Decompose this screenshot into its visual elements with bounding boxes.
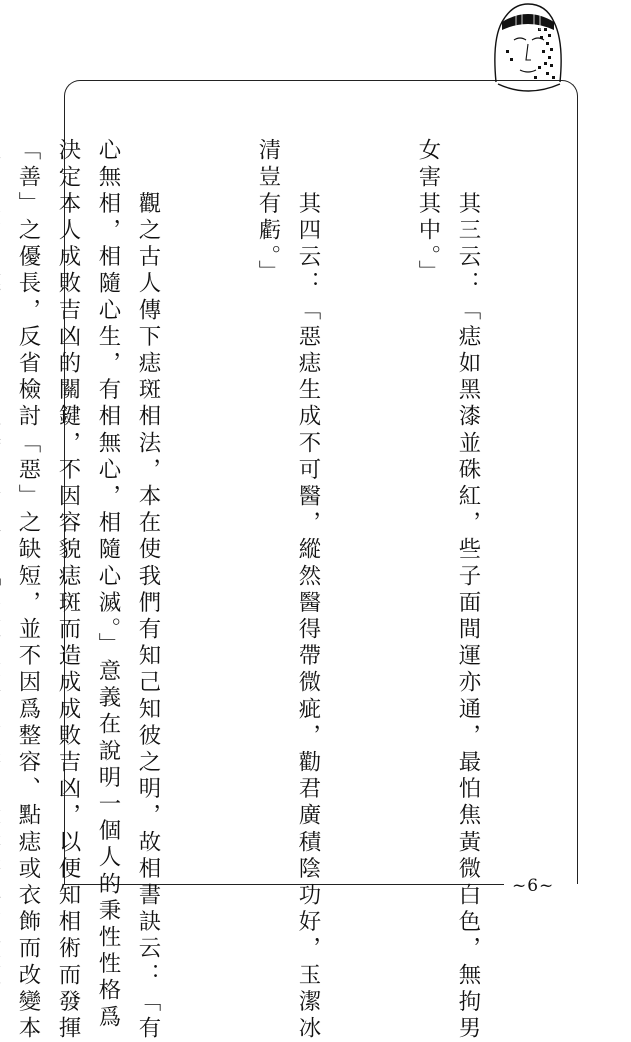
paragraph-3: 觀之古人傳下痣斑相法，本在使我們有知己知彼之明，故相書訣云：「有 心無相，相隨心生，有相無心，相隨心滅。」意義在說明一個人的秉性性格爲 決定本人成敗吉凶的關鍵，不因容貌痣斑而造成成敗吉凶，以便知相術而發揮 「善」之優長，反省檢討「惡」之缺短，並不因爲整容、點痣或衣飾而改變本 xyxy=(15,138,161,1042)
page-number: ~6~ xyxy=(512,876,555,896)
face-diagram-icon xyxy=(488,0,568,98)
paragraph-1: 其三云：「痣如黑漆並硃紅，些子面間運亦通，最怕焦黃微白色，無拘男 女害其中。」 xyxy=(415,138,481,1042)
vertical-text-body xyxy=(15,138,568,1042)
page-frame-bottom-line xyxy=(64,884,504,885)
paragraph-2: 其四云：「惡痣生成不可醫，縱然醫得帶微疵，勸君廣積陰功好，玉潔冰 清豈有虧。」 xyxy=(255,138,321,1042)
